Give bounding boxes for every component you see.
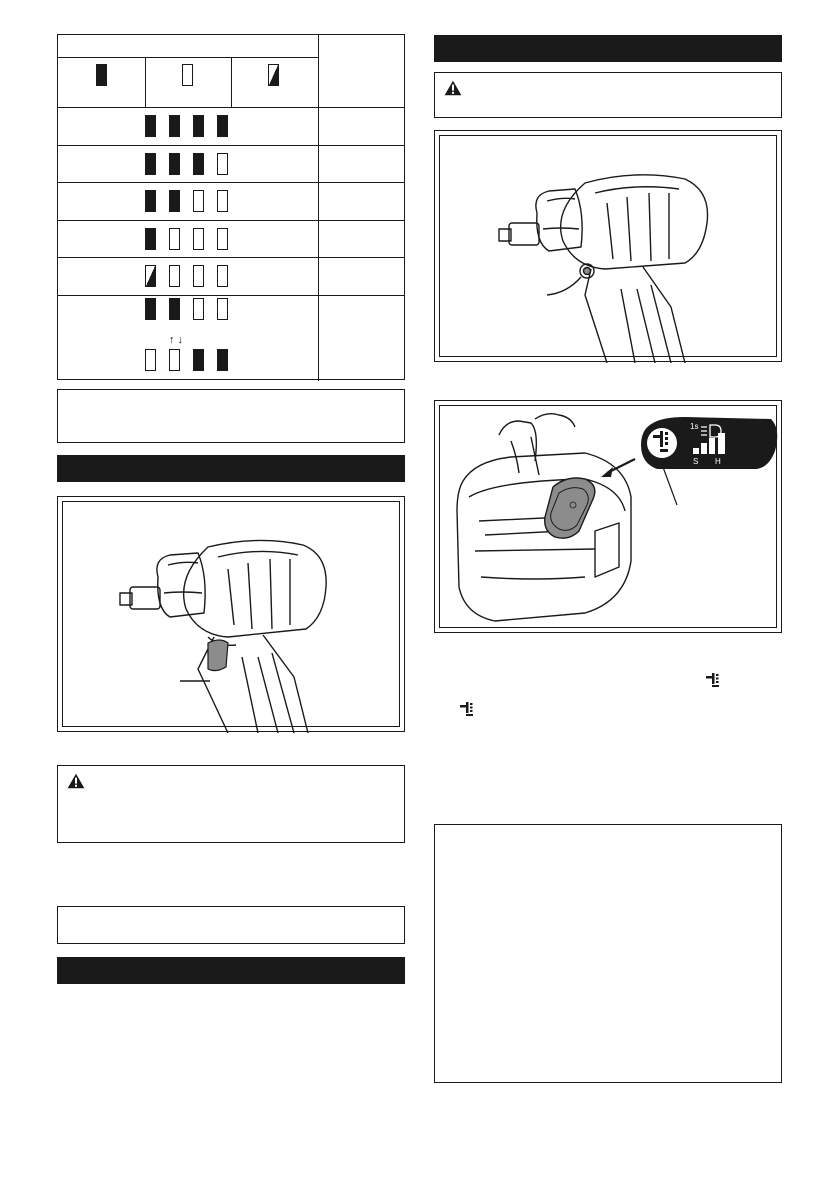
table-rule [231,57,232,107]
warning-box [434,72,782,118]
table-rule [58,182,404,183]
section-heading-bar [434,35,782,62]
indicator-lamp [217,153,228,175]
indicator-lamp [169,265,180,287]
indicator-lamp [193,349,204,371]
table-rule [318,35,319,381]
toggle-arrows: ↑ ↓ [169,334,184,346]
indicator-lamp [193,153,204,175]
indicator-lamp [193,298,204,320]
indicator-lamp [217,190,228,212]
indicator-lamp [193,190,204,212]
indicator-lamp [145,349,156,371]
figure-control-panel [434,400,782,633]
figure-switch-action [57,496,405,732]
indicator-lamp [169,228,180,250]
indicator-lamp [169,349,180,371]
table-rule [58,220,404,221]
table-rule [58,57,318,58]
table-rule [58,107,404,108]
table-rule [58,295,404,296]
indicator-lamp [217,228,228,250]
table-rule [145,57,146,107]
indicator-lamp [193,228,204,250]
indicator-lamp [169,190,180,212]
speed-label-soft: S [693,457,699,466]
battery-control-panel-illustration [435,401,783,634]
indicator-lamp [217,265,228,287]
section-heading-bar [57,455,405,482]
legend-lamp-on [96,64,107,86]
indicator-lamp [217,115,228,137]
indicator-lamp [217,349,228,371]
indicator-lamp [145,115,156,137]
section-heading-bar [57,957,405,984]
impact-mode-icon [459,701,475,717]
indicator-lamp [193,115,204,137]
note-box [434,824,782,1083]
indicator-lamp [145,153,156,175]
legend-lamp-blinking [268,64,279,86]
indicator-lamp [145,298,156,320]
indicator-lamp [169,115,180,137]
indicator-lamp [145,228,156,250]
battery-indicator-table [57,34,405,380]
indicator-lamp [169,298,180,320]
impact-wrench-illustration [58,497,406,733]
warning-triangle-icon [444,80,462,96]
note-box [57,389,405,443]
caution-box [57,765,405,843]
note-box [57,906,405,944]
table-rule [58,145,404,146]
indicator-lamp [217,298,228,320]
speed-label-hard: H [715,457,721,466]
impact-wrench-illustration [435,131,783,363]
indicator-lamp [145,190,156,212]
indicator-lamp [193,265,204,287]
indicator-lamp [145,265,156,287]
figure-front-lamp [434,130,782,362]
timer-label: 1s [690,422,699,431]
legend-lamp-off [182,64,193,86]
indicator-lamp [169,153,180,175]
table-rule [58,257,404,258]
warning-triangle-icon [67,773,85,789]
impact-mode-icon [705,672,721,688]
